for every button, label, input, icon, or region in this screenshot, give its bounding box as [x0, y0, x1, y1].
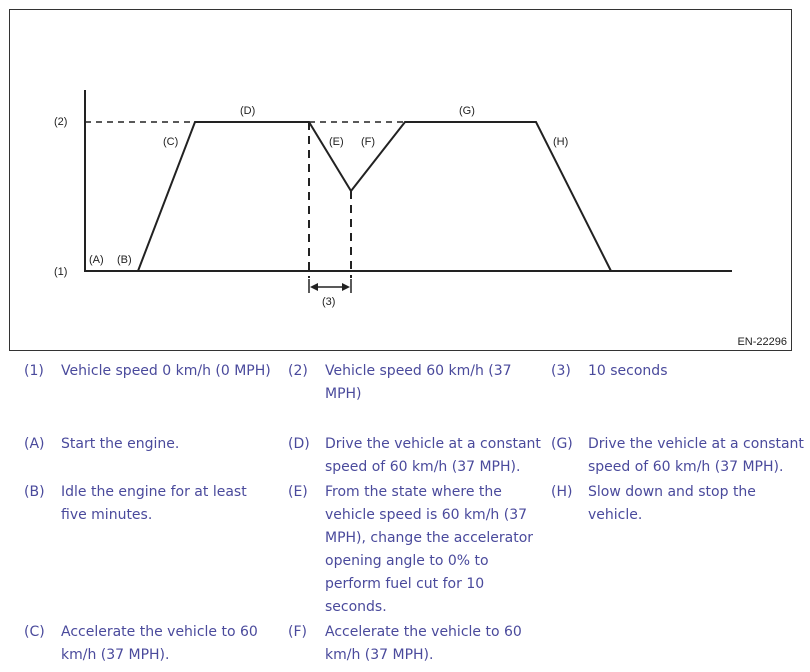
legend-key: (G) [551, 436, 573, 452]
legend-key: (2) [288, 363, 308, 379]
label-t3: (3) [322, 296, 336, 308]
legend-key: (A) [24, 436, 45, 452]
label-e: (E) [329, 136, 344, 148]
label-f: (F) [361, 136, 376, 148]
figure-id: EN-22296 [737, 336, 787, 348]
legend-text: 10 seconds [588, 363, 668, 379]
label-g: (G) [459, 105, 475, 117]
legend-key: (1) [24, 363, 44, 379]
legend-key: (B) [24, 484, 45, 500]
legend-text: Vehicle speed 60 km/h (37 MPH) [325, 363, 512, 402]
legend-key: (3) [551, 363, 571, 379]
legend-text: Drive the vehicle at a constant speed of 60 km/h (37 MPH). [325, 436, 541, 475]
legend-key: (C) [24, 624, 45, 640]
legend-key: (E) [288, 484, 308, 500]
legend-key: (H) [551, 484, 573, 500]
legend-text: Accelerate the vehicle to 60 km/h (37 MPH). [61, 624, 258, 663]
legend-text: Slow down and stop the vehicle. [588, 484, 756, 523]
legend-text: Drive the vehicle at a constant speed of 60 km/h (37 MPH). [588, 436, 804, 475]
legend-key: (F) [288, 624, 307, 640]
legend-text: Vehicle speed 0 km/h (0 MPH) [61, 363, 271, 379]
label-y1: (1) [54, 266, 68, 278]
label-y2: (2) [54, 116, 68, 128]
label-a: (A) [89, 254, 104, 266]
legend-text: Accelerate the vehicle to 60 km/h (37 MPH). [325, 624, 522, 663]
label-h: (H) [553, 136, 569, 148]
legend-text: Idle the engine for at least five minutes. [61, 484, 247, 523]
legend-text: Start the engine. [61, 436, 180, 452]
label-d: (D) [240, 105, 256, 117]
legend-text: From the state where the vehicle speed is 60 km/h (37 MPH), change the accelerator opening angle to 0% to perform fuel cut for 10 seconds. [325, 484, 534, 615]
label-b: (B) [117, 254, 132, 266]
label-c: (C) [163, 136, 179, 148]
legend-key: (D) [288, 436, 310, 452]
